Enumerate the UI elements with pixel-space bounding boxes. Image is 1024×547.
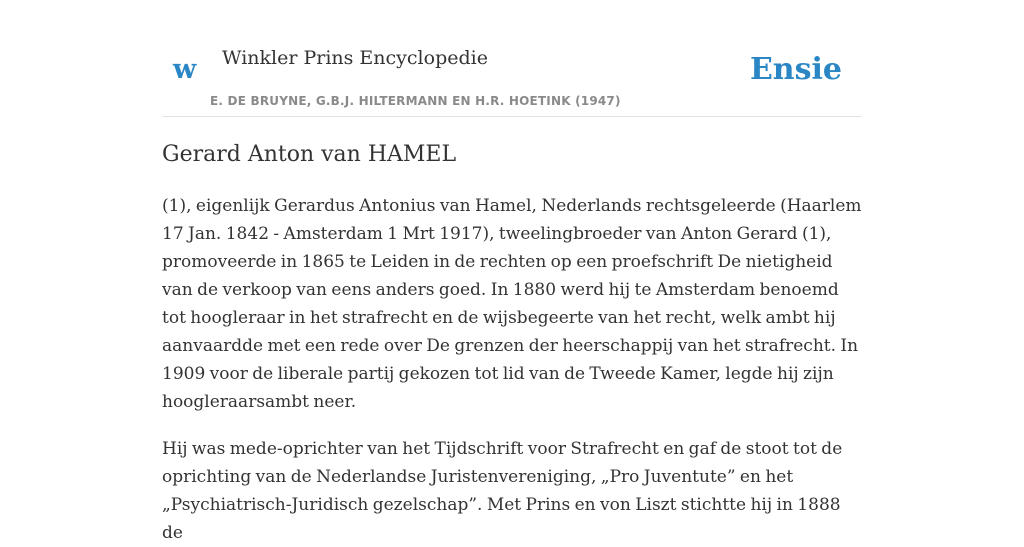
encyclopedia-authors: E. DE BRUYNE, G.B.J. HILTERMANN EN H.R. HOETINK (1947)	[210, 94, 621, 108]
article-paragraph: (1), eigenlijk Gerardus Antonius van Hamel, Nederlands rechtsgeleerde (Haarlem 17 Jan. 1842 - Amsterdam 1 Mrt 1917), tweelingbroeder van Anton Gerard (1), promoveerde in 1865 te Leiden in de rechten op een proefschrift De nietigheid van de verkoop van eens anders goed. In 1880 werd hij te Amsterdam benoemd tot hoogleraar in het strafrecht en de wijsbegeerte van het recht, welk ambt hij aanvaardde met een rede over De grenzen der heerschappij van het strafrecht. In 1909 voor de liberale partij gekozen tot lid van de Tweede Kamer, legde hij zijn hoogleraarsambt neer.	[162, 196, 862, 412]
article-paragraph: Hij was mede-oprichter van het Tijdschrift voor Strafrecht en gaf de stoot tot de oprichting van de Nederlandse Juristenvereniging, „Pro Juventute” en het „Psychiatrisch-Juridisch gezelschap”. Met Prins en von Liszt stichtte hij in 1888 de	[162, 439, 843, 543]
article-title: Gerard Anton van HAMEL	[162, 142, 457, 167]
site-header	[162, 0, 862, 117]
winkler-prins-logo-icon[interactable]: w	[173, 54, 197, 85]
article	[162, 138, 862, 547]
encyclopedia-title[interactable]: Winkler Prins Encyclopedie	[222, 47, 488, 69]
ensie-logo[interactable]: Ensie	[749, 52, 842, 87]
